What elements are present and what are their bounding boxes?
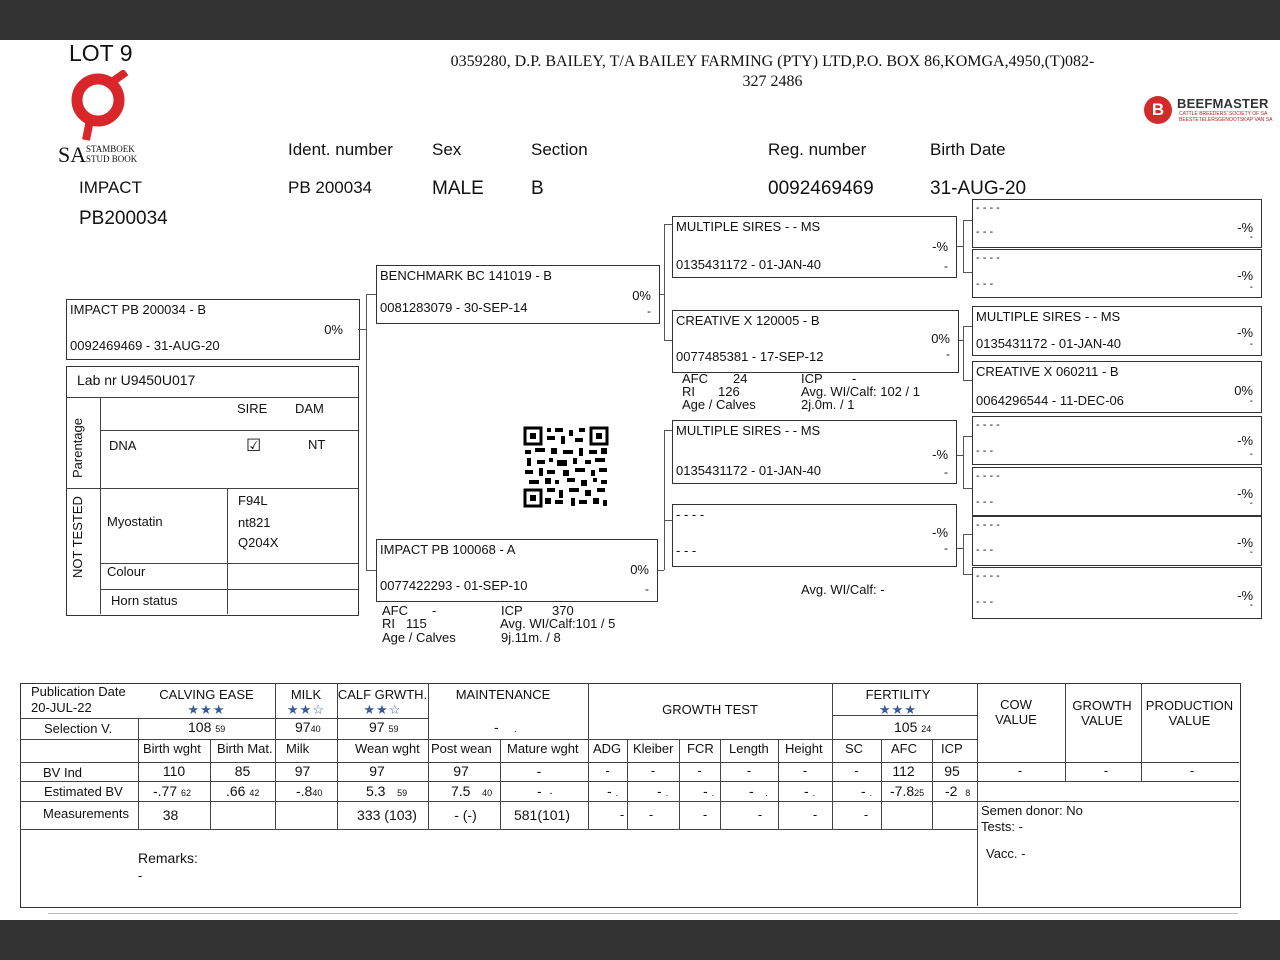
g3-dash: - [1249,449,1253,460]
animal-name: IMPACT [79,178,142,197]
meas-cell: - [648,807,654,822]
sd-age-label: Age / Calves [682,397,756,412]
parentage-label: Parentage [70,418,85,478]
ss-box [672,216,957,278]
breeder-header [395,52,1150,92]
g3-pct: -% [1237,268,1253,283]
g3-name: - - - - [976,202,1000,214]
reg-label: Reg. number [768,140,867,159]
col-fcr: FCR [687,741,714,756]
meas-cell: - [757,807,763,822]
meas-cell: - [863,807,869,822]
sel-calving-value: 108 [188,719,212,735]
sel-fert-value: 105 [894,719,918,735]
ss-dash: - [944,259,948,273]
selection-label: Selection V. [44,721,113,736]
dam-ri: 115 [406,616,427,631]
bv-cell: - [697,763,702,778]
ds-box [672,420,957,484]
g3-name: - - - - [976,419,1000,431]
est-cell [296,783,322,799]
dam-dash: - [645,582,649,596]
studbook-label: STUD BOOK [86,154,138,164]
animal-box-title: IMPACT PB 200034 - B [70,302,207,317]
col-adg: ADG [593,741,622,756]
sel-calving [188,719,225,735]
est-acc: . [869,788,873,798]
sire-col: SIRE [237,401,268,416]
g3-box [972,516,1262,566]
dam-box [376,539,658,602]
est-acc: 40 [482,788,493,798]
bv-cell: - [802,763,808,778]
bv-label: BV Ind [43,765,83,780]
section-value: B [531,178,544,199]
meas-cell: - [702,807,708,822]
est-cell [804,783,815,799]
bv-cell: - [605,763,610,778]
sel-milk-value: 97 [295,719,311,735]
sel-maint-value: - [494,719,499,735]
g3-name: CREATIVE X 060211 - B [976,364,1119,379]
est-value: 5.3 [366,783,386,799]
sex-value: MALE [432,178,484,199]
g3-reg: - - - [976,226,994,238]
sd-age: 2j.0m. / 1 [801,397,855,412]
est-acc: 40 [312,788,323,798]
sel-fert-acc: 24 [921,724,932,734]
est-value: - [703,783,708,799]
dna-check-icon: ☑ [246,436,262,455]
est-acc: 8 [965,788,971,798]
remarks-value: - [138,868,143,883]
col-sc: SC [845,741,864,756]
ds-dash: - [944,465,948,479]
tests: Tests: - [981,819,1023,834]
ident-value: PB 200034 [288,178,373,197]
cow-value-bv: - [1017,763,1023,778]
dam-reg: 0077422293 - 01-SEP-10 [380,578,528,593]
meas-cell: 38 [162,807,179,823]
animal-box-pct: 0% [324,322,343,337]
g3-box [972,361,1262,413]
dam-icp: 370 [552,603,574,618]
birth-value: 31-AUG-20 [930,178,1027,199]
col-height: Height [785,741,823,756]
dam-age: 9j.11m. / 8 [501,630,561,645]
g3-box [972,467,1262,516]
dna-label: DNA [109,438,137,453]
sa-logo-text: SA [58,142,87,167]
col-post-wean: Post wean [431,741,492,756]
sire-dash: - [647,304,651,318]
meas-cell: - [619,807,625,822]
bv-cell: 97 [453,763,469,779]
production-value-bv: - [1189,763,1195,778]
g3-box [972,306,1262,356]
ds-reg: 0135431172 - 01-JAN-40 [676,463,822,478]
g3-dash: - [1249,600,1253,611]
maintenance-header: MAINTENANCE [455,687,551,702]
sd-afc: 24 [733,371,748,386]
meas-cell: 333 (103) [357,807,417,823]
est-acc: 62 [181,788,192,798]
col-milk: Milk [286,741,310,756]
sel-fert [894,719,931,735]
bv-cell: 85 [234,763,251,779]
dd-avg: Avg. WI/Calf: - [801,582,885,597]
sex-label: Sex [432,140,462,159]
est-value: - [657,783,662,799]
g3-name: - - - - [976,252,1000,264]
animal-code: PB200034 [79,208,168,229]
vaccinations: Vacc. - [986,846,1026,861]
g3-box [972,199,1262,248]
g3-name: - - - - [976,570,1000,582]
stamboek-text [86,144,137,164]
ds-name: MULTIPLE SIRES - - MS [676,423,821,438]
g3-box [972,249,1262,298]
sel-milk [295,719,321,735]
fertility-stars-icon: ★★★ [879,702,917,717]
sire-pct: 0% [632,288,651,303]
qr-code-icon [523,426,609,508]
bv-cell: 97 [294,763,311,779]
dam-age-label: Age / Calves [382,630,456,645]
sa-stamboek-logo-icon [66,70,132,142]
ident-label: Ident. number [288,140,393,159]
g3-reg: 0135431172 - 01-JAN-40 [976,336,1122,351]
est-cell [703,783,714,799]
est-cell [607,783,618,799]
horn-label: Horn status [111,593,178,608]
est-cell [366,783,407,799]
stamboek-label: STAMBOEK [86,144,135,154]
est-value: -.8 [296,783,313,799]
dd-box [672,504,957,567]
g3-dash: - [1249,282,1253,293]
sel-milk-acc: 40 [310,724,321,734]
section-label: Section [531,140,588,159]
lot-number: LOT 9 [69,40,133,66]
g3-pct: -% [1237,220,1253,235]
dd-reg: - - - [676,543,697,558]
sel-maint [494,719,517,735]
col-mature-wght: Mature wght [507,741,579,756]
sd-afc-label: AFC [682,371,708,386]
est-cell [451,783,492,799]
est-acc: . [615,788,619,798]
est-label: Estimated BV [44,784,123,799]
sel-calf-value: 97 [369,719,385,735]
bv-cell: 97 [369,763,385,779]
est-cell [945,783,970,799]
est-value: - [749,783,754,799]
est-acc: . [665,788,669,798]
est-acc: 25 [914,788,925,798]
est-acc: . [711,788,715,798]
est-value: 7.5 [451,783,471,799]
sd-avg: Avg. WI/Calf: 102 / 1 [801,384,920,399]
est-acc: . [812,788,816,798]
est-cell [749,783,768,799]
est-acc: 59 [397,788,408,798]
est-acc: - [549,788,553,798]
myostatin-nt821: nt821 [238,515,271,530]
dam-col: DAM [295,401,324,416]
col-kleiber: Kleiber [633,741,674,756]
sd-name: CREATIVE X 120005 - B [676,313,820,328]
growth-test-header: GROWTH TEST [662,702,758,717]
est-cell [890,783,924,799]
col-length: Length [729,741,769,756]
beefmaster-sub-1: CATTLE BREEDERS' SOCIETY OF SA [1179,111,1268,117]
pub-date: 20-JUL-22 [31,700,92,715]
sd-pct: 0% [931,331,950,346]
animal-box-reg: 0092469469 - 31-AUG-20 [70,338,220,353]
growth-value-header: GROWTH VALUE [1072,698,1132,728]
milk-header: MILK [290,687,322,702]
est-acc: . [765,788,768,798]
ss-pct: -% [932,239,948,254]
g3-dash: - [1249,547,1253,558]
top-bar [0,0,1280,40]
g3-dash: - [1249,498,1253,509]
meas-label: Measurements [43,806,129,821]
col-birth-wght: Birth wght [143,741,201,756]
dam-avg: Avg. WI/Calf:101 / 5 [500,616,616,631]
sd-ri-label: RI [682,384,695,399]
remarks-label: Remarks: [138,850,198,866]
g3-reg: - - - [976,496,994,508]
g3-pct: 0% [1234,383,1253,398]
beefmaster-sub-2: BEESTETELERSGENOOTSKAP VAN SA [1179,117,1273,123]
dam-pct: 0% [630,562,649,577]
est-value: -.77 [153,783,178,799]
dd-pct: -% [932,525,948,540]
col-birth-mat: Birth Mat. [217,741,273,756]
calf-growth-header: CALF GRWTH. [337,687,428,702]
g3-pct: -% [1237,325,1253,340]
calving-ease-header: CALVING EASE [159,687,254,702]
est-acc: 42 [249,788,260,798]
sel-calf-acc: 59 [388,724,399,734]
est-cell [657,783,668,799]
dd-name: - - - - [676,507,705,522]
g3-box [972,567,1262,619]
est-value: -7.8 [890,783,915,799]
fertility-header: FERTILITY [865,687,931,702]
g3-name: - - - - [976,519,1000,531]
est-value: - [607,783,612,799]
bv-cell: - [650,763,656,778]
g3-reg: - - - [976,278,994,290]
myostatin-f94l: F94L [238,493,268,508]
not-tested-label: NOT TESTED [70,496,85,578]
calf-growth-stars-icon: ★★☆ [363,702,402,717]
est-cell [153,783,191,799]
meas-cell: - (-) [454,807,477,823]
milk-stars-icon: ★★☆ [287,702,325,717]
dam-icp-label: ICP [501,603,523,618]
colour-label: Colour [107,564,146,579]
g3-pct: -% [1237,588,1253,603]
est-cell [861,783,872,799]
est-value: - [804,783,809,799]
ss-name: MULTIPLE SIRES - - MS [676,219,821,234]
sd-icp-label: ICP [801,371,823,386]
g3-pct: -% [1237,535,1253,550]
g3-reg: - - - [976,445,994,457]
sd-reg: 0077485381 - 17-SEP-12 [676,349,824,364]
production-value-header: PRODUCTION VALUE [1145,698,1234,728]
g3-pct: -% [1237,486,1253,501]
est-value: -2 [945,783,958,799]
bv-cell: 112 [892,763,915,779]
myostatin-label: Myostatin [107,514,163,529]
sel-maint-acc: . [514,724,517,734]
est-value: - [861,783,866,799]
col-afc: AFC [891,741,917,756]
col-wean-wght: Wean wght [355,741,420,756]
ds-pct: -% [932,447,948,462]
bv-cell: 95 [944,763,960,779]
birth-label: Birth Date [930,140,1006,159]
g3-pct: -% [1237,433,1253,448]
bv-cell: - [854,763,859,778]
dam-afc: - [432,603,437,618]
g3-dash: - [1249,339,1253,350]
bv-cell: 110 [162,763,186,779]
g3-name: - - - - [976,470,1000,482]
sd-ri: 126 [718,384,740,399]
g3-reg: 0064296544 - 11-DEC-06 [976,393,1124,408]
sire-name: BENCHMARK BC 141019 - B [380,268,552,283]
g3-dash: - [1249,396,1253,407]
animal-box [66,299,360,360]
lab-number: Lab nr U9450U017 [77,372,196,388]
meas-cell: - [812,807,818,822]
sel-calf [369,719,398,735]
growth-value-bv: - [1103,763,1109,778]
est-value: - [537,783,542,799]
sd-box [672,310,959,373]
g3-box [972,416,1262,465]
est-value: .66 [226,783,246,799]
sel-calving-acc: 59 [215,724,226,734]
myostatin-q204x: Q204X [238,535,279,550]
sd-icp: - [852,371,857,386]
dam-name: IMPACT PB 100068 - A [380,542,516,557]
est-cell [226,783,259,799]
beefmaster-logo-icon: B [1144,96,1172,124]
bottom-bar [0,920,1280,960]
col-icp: ICP [941,741,963,756]
dam-afc-label: AFC [382,603,408,618]
sire-reg: 0081283079 - 30-SEP-14 [380,300,528,315]
dd-dash: - [944,541,948,555]
meas-cell: 581(101) [513,807,571,823]
beefmaster-name: BEEFMASTER [1177,96,1269,111]
semen-donor: Semen donor: No [981,803,1083,818]
dna-dam-value: NT [308,437,326,452]
sire-box [376,265,660,324]
reg-value: 0092469469 [768,178,874,199]
cow-value-header: COW VALUE [995,697,1037,727]
breeder-line-1: 0359280, D.P. BAILEY, T/A BAILEY FARMING (PTY) LTD,P.O. BOX 86,KOMGA,4950,(T)082- [450,53,1095,70]
bv-cell: - [746,763,752,778]
sd-dash: - [946,347,950,361]
g3-reg: - - - [976,596,994,608]
bv-cell: - [536,763,542,779]
g3-name: MULTIPLE SIRES - - MS [976,309,1121,324]
est-cell [537,783,552,799]
ss-reg: 0135431172 - 01-JAN-40 [676,257,822,272]
dam-ri-label: RI [382,616,395,631]
pub-label: Publication Date [31,684,126,699]
calving-ease-stars-icon: ★★★ [187,702,226,717]
beefmaster-subtitle [1179,111,1272,123]
breeder-line-2: 327 2486 [742,73,803,90]
g3-dash: - [1249,232,1253,243]
g3-reg: - - - [976,544,994,556]
